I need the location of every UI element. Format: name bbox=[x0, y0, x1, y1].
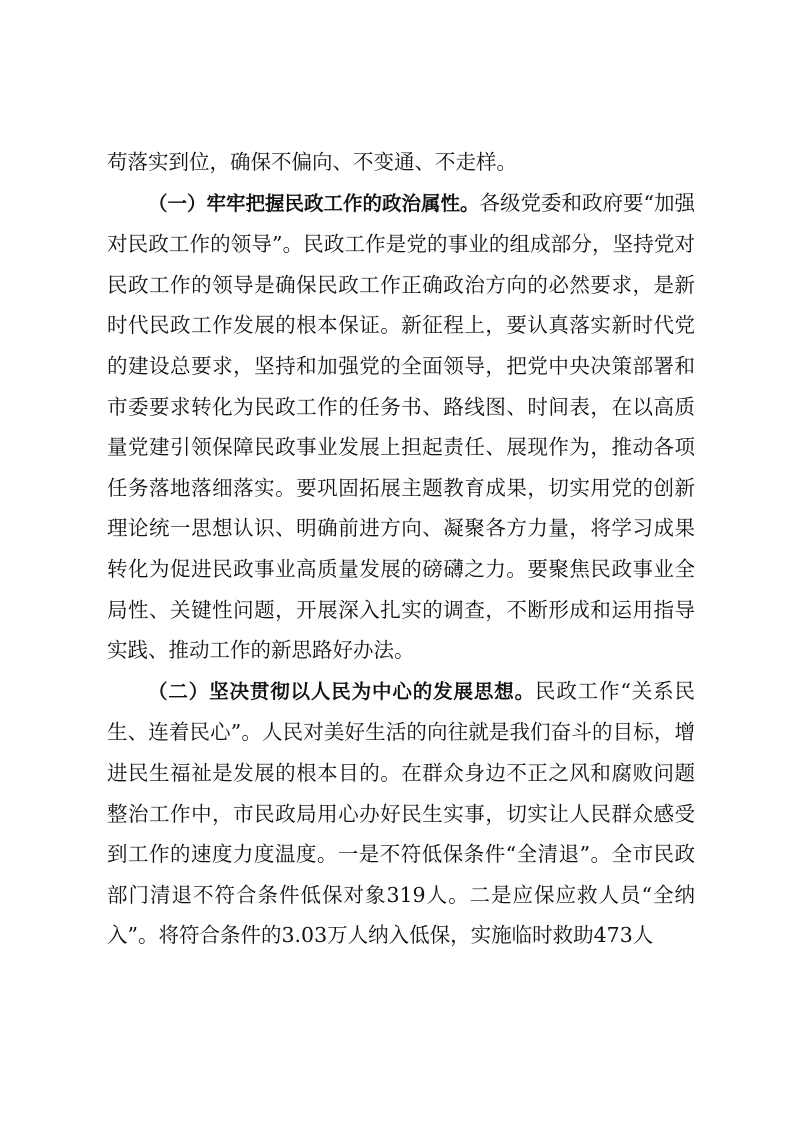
body-text bbox=[107, 142, 695, 956]
paragraph-political-attribute bbox=[107, 183, 695, 671]
paragraph-text: 苟落实到位，确保不偏向、不变通、不走样。 bbox=[107, 150, 517, 174]
paragraph-text: 各级党委和政府要“加强对民政工作的领导”。民政工作是党的事业的组成部分，坚持党对民政工作的领导是确保民政工作正确政治方向的必然要求，是新时代民政工作发展的根本保证。新征程上，要认真落实新时代党的建设总要求，坚持和加强党的全面领导，把党中央决策部署和市委要求转化为民政工作的任务书、路线图、时间表，在以高质量党建引领保障民政事业发展上担起责任、展现作为，推动各项任务落地落细落实。要巩固拓展主题教育成果，切实用党的创新理论统一思想认识、明确前进方向、凝聚各方力量，将学习成果转化为促进民政事业高质量发展的磅礴之力。要聚焦民政事业全局性、关键性问题，开展深入扎实的调查，不断形成和运用指导实践、推动工作的新思路好办法。 bbox=[107, 190, 695, 663]
paragraph-heading: （二）坚决贯彻以人民为中心的发展思想。 bbox=[148, 679, 535, 703]
paragraph-heading: （一）牢牢把握民政工作的政治属性。 bbox=[148, 191, 480, 215]
paragraph-continuation bbox=[107, 142, 695, 183]
paragraph-people-centered bbox=[107, 671, 695, 956]
paragraph-text: 民政工作“关系民生、连着民心”。人民对美好生活的向往就是我们奋斗的目标，增进民生福祉是发展的根本目的。在群众身边不正之风和腐败问题整治工作中，市民政局用心办好民生实事，切实让人民群众感受到工作的速度力度温度。一是不符低保条件“全清退”。全市民政部门清退不符合条件低保对象319人。二是应保应救人员“全纳入”。将符合条件的3.03万人纳入低保，实施临时救助473人 bbox=[107, 678, 695, 948]
